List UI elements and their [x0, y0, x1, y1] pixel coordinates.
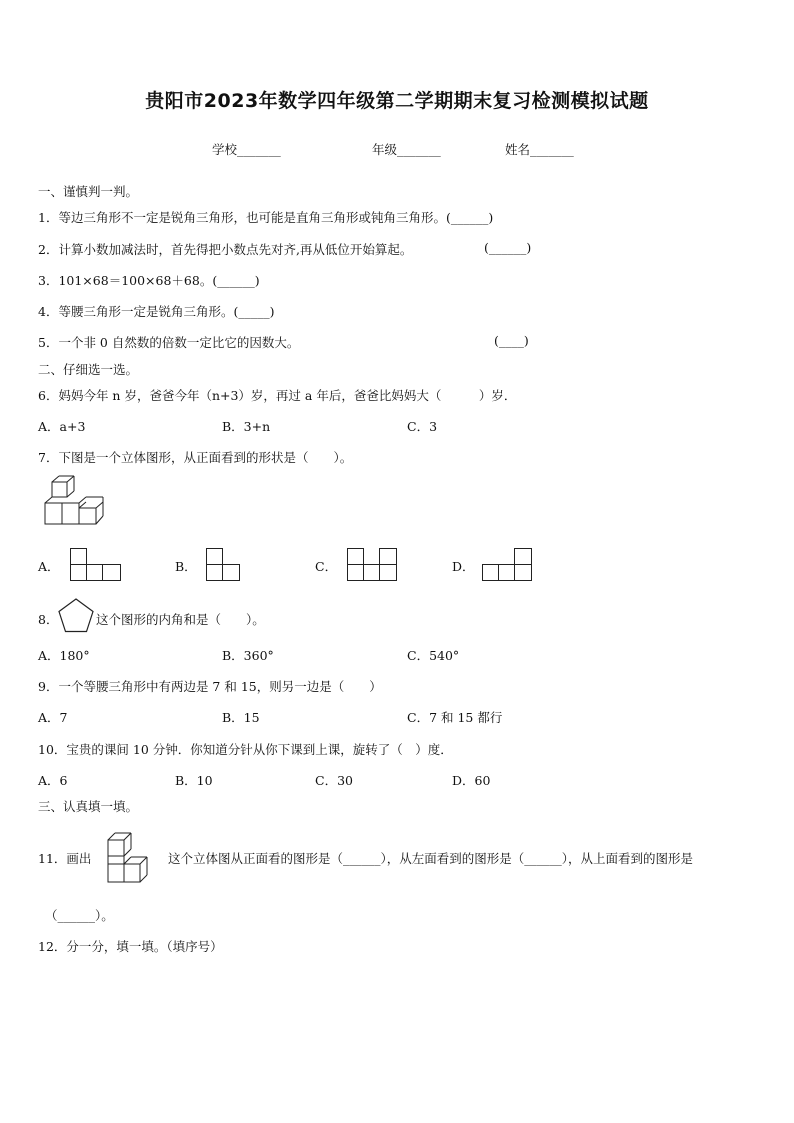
question-1: 1．等边三角形不一定是锐角三角形，也可能是直角三角形或钝角三角形。(______)	[38, 210, 494, 225]
question-7-option-a: A．	[38, 559, 60, 574]
section-heading-choose: 二、仔细选一选。	[38, 362, 139, 377]
grade-field: 年级_______	[372, 142, 441, 157]
question-8-option-c: C．540°	[407, 648, 460, 663]
question-11-continuation: （______）。	[45, 908, 114, 923]
question-10-option-b: B．10	[175, 773, 213, 788]
question-7-option-c: C．	[315, 559, 338, 574]
question-10-option-a: A．6	[38, 773, 68, 788]
question-4: 4．等腰三角形一定是锐角三角形。(_____)	[38, 304, 275, 319]
question-6-option-c: C．3	[407, 419, 438, 434]
question-11-number: 11．画出	[38, 851, 92, 866]
question-7: 7．下图是一个立体图形，从正面看到的形状是（ ）。	[38, 450, 353, 465]
question-7-option-d: D．	[452, 559, 475, 574]
question-3: 3．101×68＝100×68＋68。(______)	[38, 273, 260, 288]
name-field: 姓名_______	[505, 142, 574, 157]
question-9-option-a: A．7	[38, 710, 68, 725]
question-7-option-a-figure	[70, 548, 122, 582]
question-5-blank: (____)	[494, 333, 529, 348]
question-5: 5．一个非 0 自然数的倍数一定比它的因数大。	[38, 335, 300, 350]
question-6-option-b: B．3+n	[222, 419, 271, 434]
question-9-option-b: B．15	[222, 710, 260, 725]
section-heading-fill: 三、认真填一填。	[38, 799, 139, 814]
question-8-number: 8．	[38, 612, 59, 627]
question-9-option-c: C．7 和 15 都行	[407, 710, 503, 725]
question-2-blank: (______)	[484, 240, 532, 255]
question-6-option-a: A．a+3	[38, 419, 86, 434]
question-8-option-b: B．360°	[222, 648, 274, 663]
school-field: 学校_______	[212, 142, 281, 157]
page-title: 贵阳市2023年数学四年级第二学期期末复习检测模拟试题	[145, 90, 649, 112]
question-9: 9．一个等腰三角形中有两边是 7 和 15，则另一边是（ ）	[38, 679, 382, 694]
question-7-option-b: B．	[175, 559, 197, 574]
question-7-solid-figure	[40, 476, 110, 530]
question-10-option-d: D．60	[452, 773, 491, 788]
question-10: 10．宝贵的课间 10 分钟．你知道分针从你下课到上课，旋转了（ ）度．	[38, 742, 453, 757]
question-6: 6．妈妈今年 n 岁，爸爸今年（n+3）岁，再过 a 年后，爸爸比妈妈大（ ）岁．	[38, 388, 517, 403]
question-7-option-c-figure	[347, 548, 399, 582]
question-8: 这个图形的内角和是（ ）。	[96, 612, 265, 627]
question-10-option-c: C．30	[315, 773, 353, 788]
pentagon-figure	[58, 598, 94, 634]
question-2: 2．计算小数加减法时，首先得把小数点先对齐,再从低位开始算起。	[38, 242, 413, 257]
question-11-solid-figure	[104, 830, 156, 886]
question-7-option-d-figure	[482, 548, 534, 582]
question-7-option-b-figure	[206, 548, 242, 582]
section-heading-judge: 一、谨慎判一判。	[38, 184, 139, 199]
question-11: 这个立体图从正面看的图形是（______），从左面看到的图形是（______），从上面看到的图形是	[168, 851, 694, 866]
question-12: 12．分一分，填一填。（填序号）	[38, 939, 223, 954]
question-8-option-a: A．180°	[38, 648, 90, 663]
